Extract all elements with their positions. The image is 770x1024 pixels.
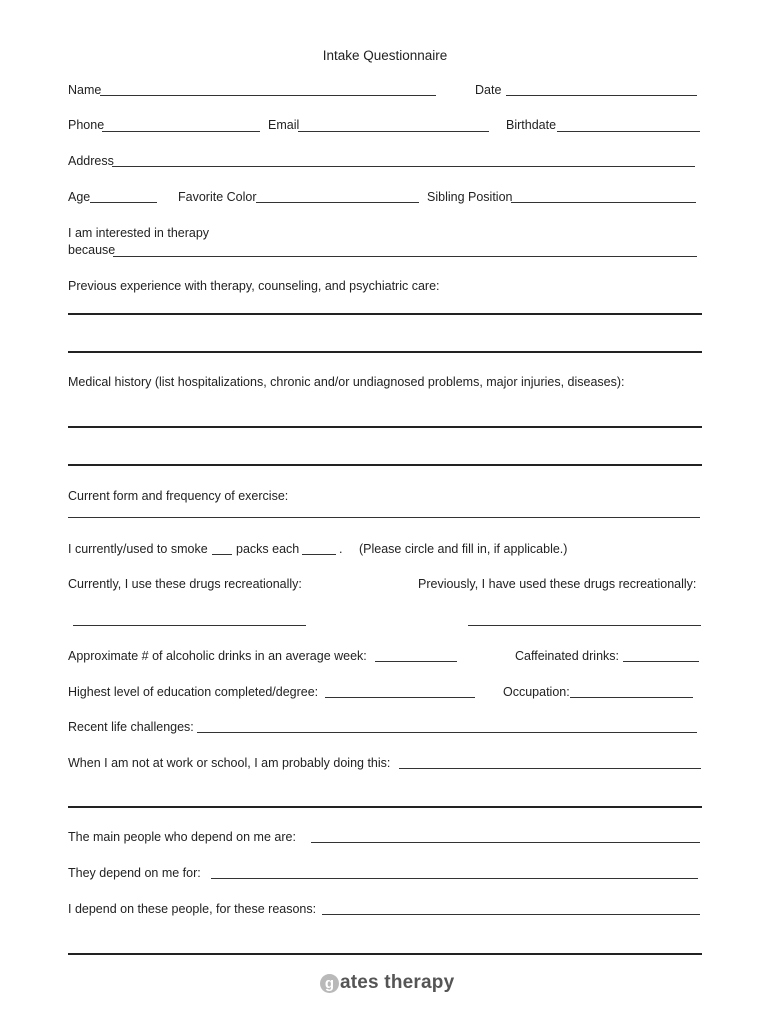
- favorite-color-field[interactable]: [256, 202, 419, 203]
- therapy-reason-field[interactable]: [113, 256, 697, 257]
- occupation-label: Occupation:: [503, 685, 570, 699]
- depend-for-label: They depend on me for:: [68, 866, 201, 880]
- phone-label: Phone: [68, 118, 105, 132]
- sibling-position-label: Sibling Position: [427, 190, 513, 204]
- life-challenges-label: Recent life challenges:: [68, 720, 194, 734]
- drugs-current-field[interactable]: [73, 625, 306, 626]
- medical-history-line-2[interactable]: [68, 464, 702, 466]
- email-field[interactable]: [298, 131, 489, 132]
- depend-on-me-label: The main people who depend on me are:: [68, 830, 296, 844]
- education-field[interactable]: [325, 697, 475, 698]
- alcohol-label: Approximate # of alcoholic drinks in an average week:: [68, 649, 367, 663]
- favorite-color-label: Favorite Color: [178, 190, 257, 204]
- life-challenges-field[interactable]: [197, 732, 697, 733]
- medical-history-line-1[interactable]: [68, 426, 702, 428]
- name-label: Name: [68, 83, 102, 97]
- birthdate-field[interactable]: [557, 131, 700, 132]
- form-title: Intake Questionnaire: [322, 48, 448, 63]
- drugs-current-label: Currently, I use these drugs recreationally:: [68, 577, 302, 591]
- logo-text: ates therapy: [340, 972, 455, 993]
- age-field[interactable]: [90, 202, 157, 203]
- caffeine-label: Caffeinated drinks:: [515, 649, 619, 663]
- smoke-note: (Please circle and fill in, if applicable.): [359, 542, 568, 556]
- date-field[interactable]: [506, 95, 697, 96]
- previous-experience-label: Previous experience with therapy, counseling, and psychiatric care:: [68, 279, 440, 293]
- occupation-field[interactable]: [570, 697, 693, 698]
- previous-experience-line-2[interactable]: [68, 351, 702, 353]
- smoke-packs-field[interactable]: [212, 554, 232, 555]
- age-label: Age: [68, 190, 91, 204]
- free-time-field[interactable]: [399, 768, 701, 769]
- smoke-packs-label: packs each: [236, 542, 300, 556]
- i-depend-label: I depend on these people, for these reasons:: [68, 902, 317, 916]
- date-label: Date: [475, 83, 502, 97]
- depend-on-me-field[interactable]: [311, 842, 700, 843]
- smoke-label: I currently/used to smoke: [68, 542, 208, 556]
- drugs-previous-field[interactable]: [468, 625, 701, 626]
- email-label: Email: [268, 118, 300, 132]
- exercise-field[interactable]: [68, 517, 700, 518]
- free-time-line-2[interactable]: [68, 806, 702, 808]
- address-field[interactable]: [112, 166, 695, 167]
- i-depend-line-2[interactable]: [68, 953, 702, 955]
- smoke-period-dot: .: [339, 542, 343, 556]
- smoke-period-field[interactable]: [302, 554, 336, 555]
- therapy-reason-label-2: because: [68, 243, 116, 257]
- depend-for-field[interactable]: [211, 878, 698, 879]
- sibling-position-field[interactable]: [511, 202, 696, 203]
- address-label: Address: [68, 154, 114, 168]
- alcohol-field[interactable]: [375, 661, 457, 662]
- caffeine-field[interactable]: [623, 661, 699, 662]
- education-label: Highest level of education completed/degree:: [68, 685, 319, 699]
- name-field[interactable]: [100, 95, 436, 96]
- drugs-previous-label: Previously, I have used these drugs recreationally:: [418, 577, 697, 591]
- birthdate-label: Birthdate: [506, 118, 557, 132]
- previous-experience-line-1[interactable]: [68, 313, 702, 315]
- exercise-label: Current form and frequency of exercise:: [68, 489, 289, 503]
- gates-therapy-logo: [320, 972, 454, 994]
- therapy-reason-label-1: I am interested in therapy: [68, 226, 210, 240]
- free-time-label: When I am not at work or school, I am probably doing this:: [68, 756, 391, 770]
- i-depend-field[interactable]: [322, 914, 700, 915]
- logo-g-icon: g: [320, 974, 339, 993]
- phone-field[interactable]: [102, 131, 260, 132]
- medical-history-label: Medical history (list hospitalizations, chronic and/or undiagnosed problems, major injuries, diseases):: [68, 375, 625, 389]
